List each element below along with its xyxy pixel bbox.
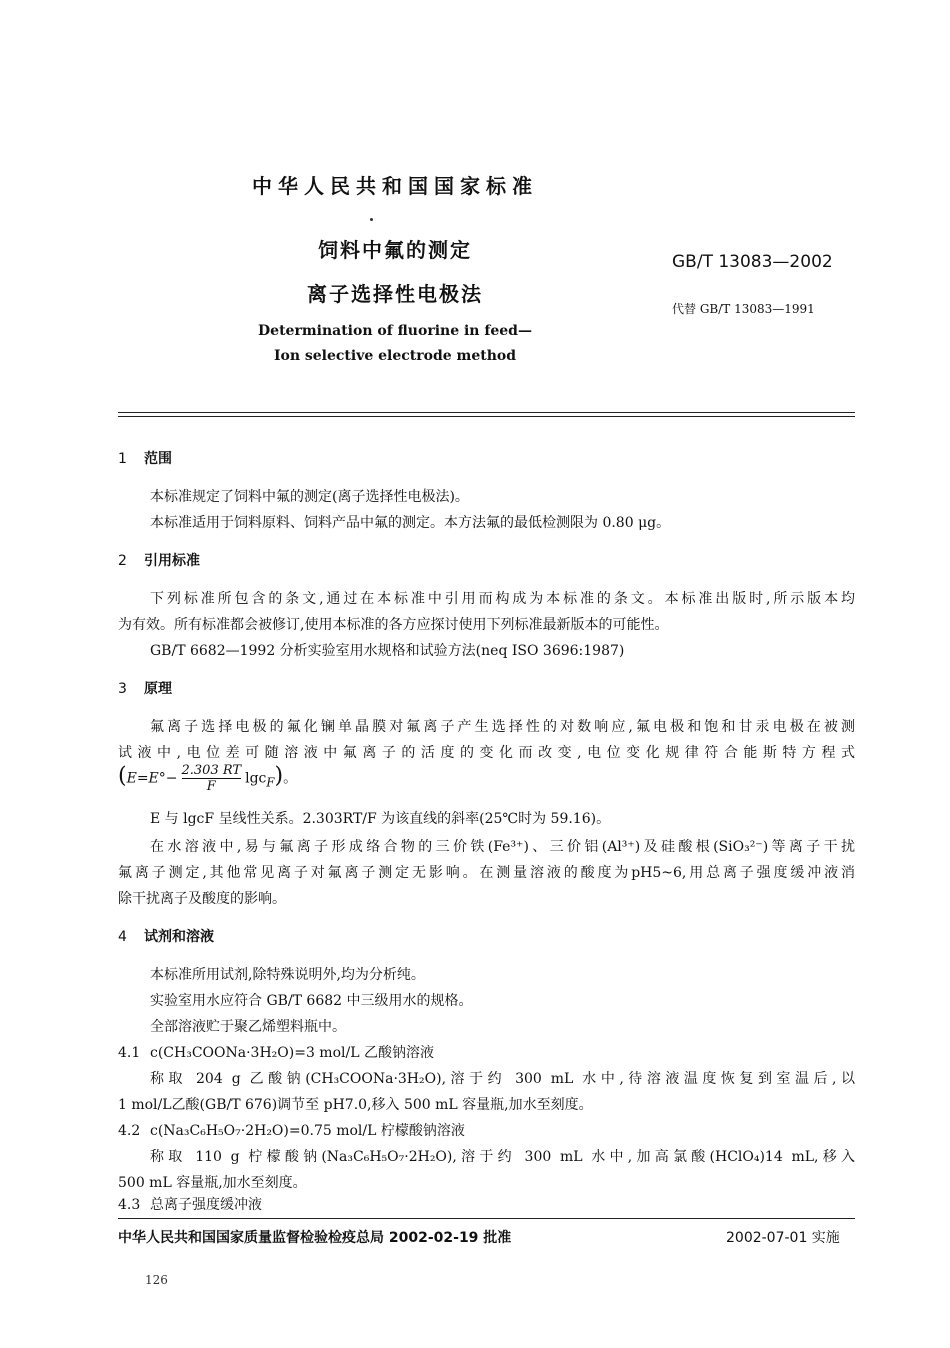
section-4-para-2: 实验室用水应符合 GB/T 6682 中三级用水的规格。 <box>150 993 473 1009</box>
section-4-para-1: 本标准所用试剂,除特殊说明外,均为分析纯。 <box>150 967 425 983</box>
nernst-equation: (E=E°− $\frac{2.303 RT}{F}$ lgc$_F$)。 <box>118 763 298 794</box>
section-3-para-3-line-1: 在水溶液中,易与氟离子形成络合物的三价铁(Fe³⁺)、三价铝(Al³⁺)及硅酸根(SiO₃²⁻)等离子干扰 <box>150 839 855 855</box>
section-3-para-3-line-2: 氟离子测定,其他常见离子对氟离子测定无影响。在测量溶液的酸度为pH5~6,用总离子强度缓冲液消 <box>118 865 855 881</box>
subsection-4-3-heading: 4.3 总离子强度缓冲液 <box>118 1197 262 1213</box>
english-title-line-2: Ion selective electrode method <box>273 348 517 364</box>
section-2-heading: 2 引用标准 <box>118 553 200 569</box>
header-divider-2 <box>118 416 855 417</box>
section-1-para-1: 本标准规定了饲料中氟的测定(离子选择性电极法)。 <box>150 489 469 505</box>
section-3-para-3-line-3: 除干扰离子及酸度的影响。 <box>118 891 286 907</box>
footer-divider <box>118 1218 855 1219</box>
section-3-para-line-1: 氟离子选择电极的氟化镧单晶膜对氟离子产生选择性的对数响应,氟电极和饱和甘汞电极在被测 <box>150 719 855 735</box>
section-4-heading: 4 试剂和溶液 <box>118 929 214 945</box>
english-title-line-1: Determination of fluorine in feed— <box>258 323 532 339</box>
national-standard-heading: 中华人民共和国国家标准 <box>252 174 538 198</box>
subsection-4-1-line-2: 1 mol/L乙酸(GB/T 676)调节至 pH7.0,移入 500 mL 容量瓶,加水至刻度。 <box>118 1097 593 1113</box>
subsection-4-2-heading: 4.2 c(Na₃C₆H₅O₇·2H₂O)=0.75 mol/L 柠檬酸钠溶液 <box>118 1123 465 1139</box>
section-3-para-2: E 与 lgcF 呈线性关系。2.303RT/F 为该直线的斜率(25℃时为 59.16)。 <box>150 811 611 827</box>
section-3-para-line-2: 试液中,电位差可随溶液中氟离子的活度的变化而改变,电位变化规律符合能斯特方程式 <box>118 745 855 761</box>
section-1-heading: 1 范围 <box>118 451 172 467</box>
section-2-reference: GB/T 6682—1992 分析实验室用水规格和试验方法(neq ISO 3696:1987) <box>150 643 625 659</box>
decorative-dot <box>370 218 373 221</box>
header-divider <box>118 412 855 413</box>
subsection-4-2-line-1: 称取 110 g 柠檬酸钠(Na₃C₆H₅O₇·2H₂O),溶于约 300 mL 水中,加高氯酸(HClO₄)14 mL,移入 <box>150 1149 855 1165</box>
subsection-4-2-line-2: 500 mL 容量瓶,加水至刻度。 <box>118 1175 307 1191</box>
section-2-para-line-2: 为有效。所有标准都会被修订,使用本标准的各方应探讨使用下列标准最新版本的可能性。 <box>118 617 669 633</box>
page-number: 126 <box>145 1273 168 1287</box>
title-line-1: 饲料中氟的测定 <box>318 238 472 262</box>
section-4-para-3: 全部溶液贮于聚乙烯塑料瓶中。 <box>150 1019 346 1035</box>
section-3-heading: 3 原理 <box>118 681 172 697</box>
replaces-standard: 代替 GB/T 13083—1991 <box>672 302 815 316</box>
title-line-2: 离子选择性电极法 <box>307 282 483 306</box>
implementation-date: 2002-07-01 实施 <box>726 1230 840 1246</box>
subsection-4-1-line-1: 称取 204 g 乙酸钠(CH₃COONa·3H₂O),溶于约 300 mL 水中,待溶液温度恢复到室温后,以 <box>150 1071 855 1087</box>
subsection-4-1-heading: 4.1 c(CH₃COONa·3H₂O)=3 mol/L 乙酸钠溶液 <box>118 1045 434 1061</box>
approval-statement: 中华人民共和国国家质量监督检验检疫总局 2002-02-19 批准 <box>118 1230 512 1246</box>
section-2-para-line-1: 下列标准所包含的条文,通过在本标准中引用而构成为本标准的条文。本标准出版时,所示版本均 <box>150 591 855 607</box>
standard-code: GB/T 13083—2002 <box>672 252 833 272</box>
section-1-para-2: 本标准适用于饲料原料、饲料产品中氟的测定。本方法氟的最低检测限为 0.80 μg。 <box>150 515 671 531</box>
